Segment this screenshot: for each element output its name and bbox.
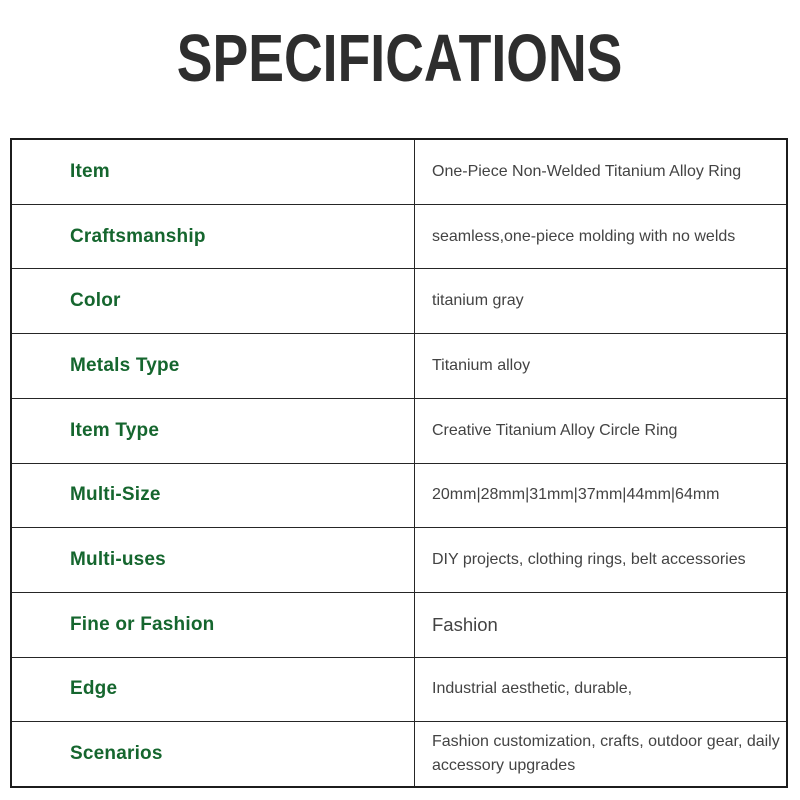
table-row bbox=[12, 463, 786, 528]
spec-label: Scenarios bbox=[12, 722, 415, 786]
table-row bbox=[12, 721, 786, 786]
table-row bbox=[12, 592, 786, 657]
spec-label: Edge bbox=[12, 658, 415, 722]
spec-value: Fashion bbox=[432, 613, 498, 635]
table-row bbox=[12, 268, 786, 333]
spec-label: Multi-Size bbox=[12, 464, 415, 528]
table-row bbox=[12, 398, 786, 463]
table-row bbox=[12, 140, 786, 204]
spec-value: Fashion customization, crafts, outdoor gear, daily accessory upgrades bbox=[432, 733, 780, 775]
spec-value: One-Piece Non-Welded Titanium Alloy Ring bbox=[432, 162, 742, 180]
page-title-text: SPECIFICATIONS bbox=[177, 21, 623, 96]
specifications-table bbox=[10, 138, 788, 788]
spec-value: Industrial aesthetic, durable, bbox=[432, 680, 633, 698]
spec-value: Creative Titanium Alloy Circle Ring bbox=[432, 421, 678, 439]
spec-label: Craftsmanship bbox=[12, 205, 415, 269]
spec-value: titanium gray bbox=[432, 292, 524, 310]
table-row bbox=[12, 333, 786, 398]
spec-label: Multi-uses bbox=[12, 528, 415, 592]
spec-label: Item Type bbox=[12, 399, 415, 463]
spec-label: Metals Type bbox=[12, 334, 415, 398]
spec-value: 20mm|28mm|31mm|37mm|44mm|64mm bbox=[432, 486, 720, 504]
spec-label: Fine or Fashion bbox=[12, 593, 415, 657]
spec-value: Titanium alloy bbox=[432, 356, 531, 374]
table-row bbox=[12, 204, 786, 269]
spec-value: seamless,one-piece molding with no welds bbox=[432, 227, 736, 245]
spec-label: Item bbox=[12, 140, 415, 204]
table-row bbox=[12, 527, 786, 592]
spec-label: Color bbox=[12, 269, 415, 333]
page-title bbox=[0, 22, 800, 96]
spec-value: DIY projects, clothing rings, belt accessories bbox=[432, 551, 746, 569]
table-row bbox=[12, 657, 786, 722]
